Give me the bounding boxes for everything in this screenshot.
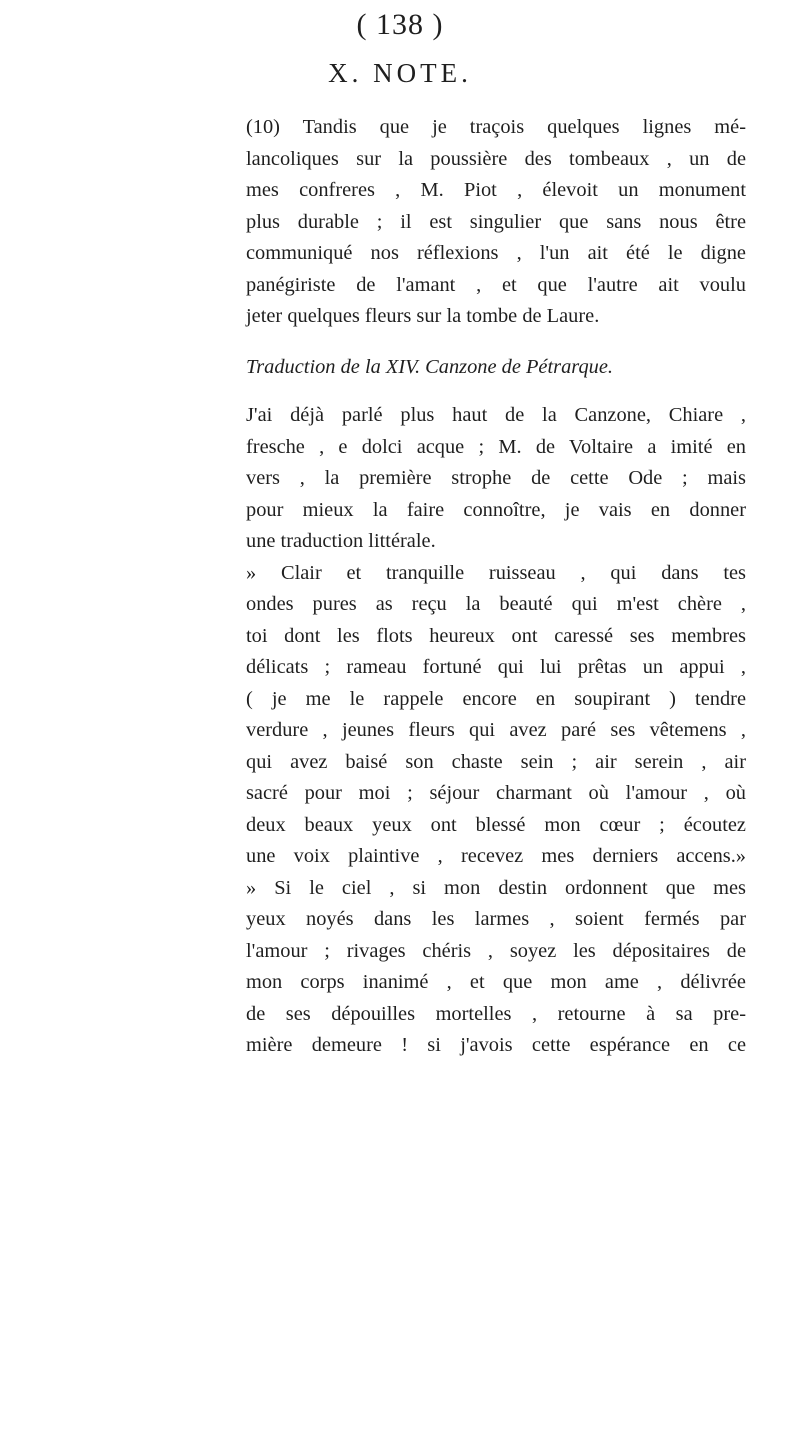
text-line: jeter quelques fleurs sur la tombe de Laure. [246, 305, 600, 327]
text-line: fresche , e dolci acque ; M. de Voltaire a imité en [246, 435, 746, 458]
text-line: mière demeure ! si j'avois cette espérance en ce [246, 1034, 746, 1056]
note-heading: X. NOTE. [328, 58, 472, 88]
text-line: communiqué nos réflexions , l'un ait été le digne [246, 242, 746, 264]
text-line: toi dont les flots heureux ont caressé ses membres [246, 624, 746, 647]
note-paragraph [246, 112, 746, 333]
text-line: yeux noyés dans les larmes , soient fermés par [246, 908, 746, 930]
text-line: l'amour ; rivages chéris , soyez les dépositaires de [246, 939, 746, 962]
text-line: une voix plaintive , recevez mes derniers accens.» [246, 845, 746, 867]
text-line: » Si le ciel , si mon destin ordonnent que mes [246, 876, 746, 899]
text-line: ( je me le rappele encore en soupirant ) tendre [246, 687, 746, 710]
text-line: vers , la première strophe de cette Ode ; mais [246, 467, 746, 489]
page-body [246, 112, 746, 1062]
quote-paragraph-1 [246, 558, 746, 873]
text-line: de ses dépouilles mortelles , retourne à sa pre- [246, 1002, 746, 1025]
text-line: » Clair et tranquille ruisseau , qui dans tes [246, 561, 746, 584]
spacer [246, 383, 746, 400]
text-line: mes confreres , M. Piot , élevoit un monument [246, 179, 746, 201]
intro-paragraph [246, 400, 746, 558]
text-line: une traduction littérale. [246, 530, 436, 552]
text-line: pour mieux la faire connoître, je vais en donner [246, 498, 746, 521]
text-line: J'ai déjà parlé plus haut de la Canzone, Chiare , [246, 404, 746, 426]
text-line: sacré pour moi ; séjour charmant où l'amour , où [246, 782, 746, 804]
text-line: plus durable ; il est singulier que sans nous être [246, 210, 746, 233]
text-line: mon corps inanimé , et que mon ame , délivrée [246, 971, 746, 993]
text-line: qui avez baisé son chaste sein ; air serein , air [246, 750, 746, 773]
quote-paragraph-2 [246, 873, 746, 1062]
text-line: deux beaux yeux ont blessé mon cœur ; écoutez [246, 813, 746, 836]
text-line: ondes pures as reçu la beauté qui m'est chère , [246, 593, 746, 615]
text-line: lancoliques sur la poussière des tombeaux , un de [246, 147, 746, 170]
section-title: Traduction de la XIV. Canzone de Pétrarque. [246, 355, 613, 378]
text-line: panégiriste de l'amant , et que l'autre ait voulu [246, 273, 746, 296]
text-line: (10) Tandis que je traçois quelques lignes mé- [246, 116, 746, 138]
text-line: délicats ; rameau fortuné qui lui prêtas un appui , [246, 656, 746, 678]
page-number: ( 138 ) [356, 8, 444, 41]
spacer [246, 333, 746, 352]
text-line: verdure , jeunes fleurs qui avez paré ses vêtemens , [246, 719, 746, 741]
